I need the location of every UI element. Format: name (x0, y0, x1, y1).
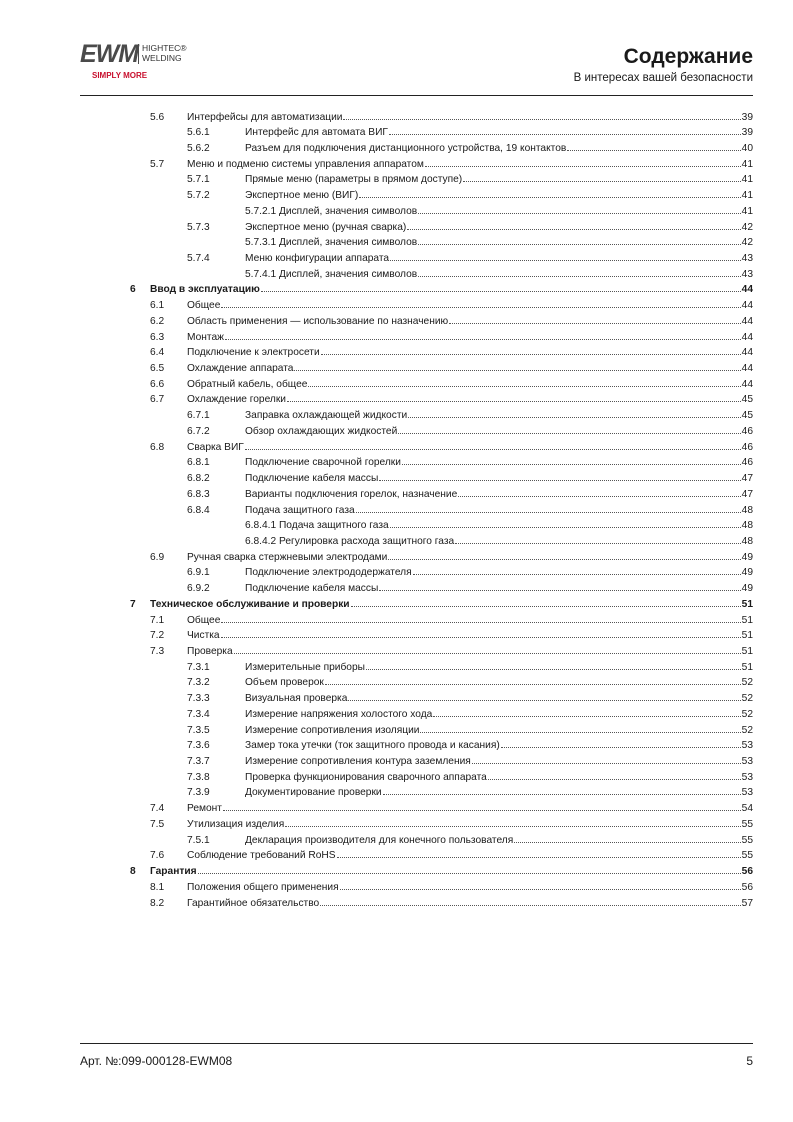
footer-divider (80, 1043, 753, 1044)
toc-entry[interactable] (0, 298, 793, 314)
toc-entry-leader (407, 228, 740, 230)
toc-entry-leader (325, 683, 741, 685)
toc-entry[interactable] (0, 314, 793, 330)
toc-entry-page: 52 (741, 724, 753, 736)
toc-entry-leader (343, 118, 740, 120)
toc-entry[interactable] (0, 754, 793, 770)
toc-entry[interactable] (0, 110, 793, 126)
toc-entry-leader (408, 416, 740, 418)
toc-entry-leader (402, 463, 741, 465)
toc-entry-title: Ремонт (187, 803, 222, 815)
toc-entry[interactable] (0, 330, 793, 346)
toc-entry-page: 55 (741, 818, 753, 830)
toc-entry-title: Охлаждение горелки (187, 394, 286, 406)
toc-entry-leader (390, 526, 741, 528)
toc-entry-leader (420, 731, 740, 733)
toc-entry[interactable] (0, 518, 793, 534)
toc-entry[interactable] (0, 392, 793, 408)
toc-entry-leader (287, 400, 741, 402)
toc-entry-page: 44 (741, 284, 753, 296)
toc-entry-page: 57 (741, 897, 753, 909)
toc-entry-page: 44 (741, 331, 753, 343)
toc-entry-page: 53 (741, 787, 753, 799)
toc-entry-number: 6.9 (150, 551, 165, 563)
toc-entry-number: 6.8 (150, 441, 165, 453)
toc-entry-page: 53 (741, 756, 753, 768)
toc-entry-leader (413, 573, 741, 575)
toc-entry-number: 6.8.1 (187, 457, 210, 469)
toc-entry-number: 6.8.4 (187, 504, 210, 516)
toc-entry-leader (418, 212, 740, 214)
toc-entry-leader (245, 448, 741, 450)
toc-entry-title: Ввод в эксплуатацию (150, 284, 260, 296)
brand-line2: WELDING (142, 53, 182, 63)
toc-entry-title: Положения общего применения (187, 881, 339, 893)
toc-entry-title: Декларация производителя для конечного пользователя (245, 834, 514, 846)
toc-entry-number: 7.1 (150, 614, 165, 626)
toc-entry-leader (225, 338, 741, 340)
toc-entry-page: 49 (741, 551, 753, 563)
toc-entry-title: Меню конфигурации аппарата (245, 252, 390, 264)
toc-entry-title: 5.7.2.1 Дисплей, значения символов (245, 205, 418, 217)
toc-entry-number: 6.1 (150, 300, 165, 312)
toc-entry-number: 6.6 (150, 378, 165, 390)
toc-entry-page: 51 (741, 614, 753, 626)
toc-entry-number: 7.4 (150, 803, 165, 815)
toc-entry-title: Заправка охлаждающей жидкости (245, 410, 408, 422)
toc-entry[interactable] (0, 125, 793, 141)
toc-entry-number: 6.9.2 (187, 583, 210, 595)
toc-entry-leader (234, 652, 741, 654)
toc-entry-leader (379, 589, 740, 591)
toc-entry-number: 6.7.2 (187, 425, 210, 437)
toc-entry-number: 5.7.1 (187, 174, 210, 186)
toc-entry[interactable] (0, 251, 793, 267)
toc-entry-page: 52 (741, 677, 753, 689)
toc-entry[interactable] (0, 204, 793, 220)
toc-entry-title: 6.8.4.2 Регулировка расхода защитного газа (245, 535, 455, 547)
toc-entry-number: 7.3.3 (187, 693, 210, 705)
toc-entry-page: 46 (741, 425, 753, 437)
toc-entry-number: 7.3.8 (187, 771, 210, 783)
toc-entry[interactable] (0, 675, 793, 691)
toc-entry-page: 40 (741, 142, 753, 154)
toc-entry[interactable] (0, 550, 793, 566)
toc-entry-title: Варианты подключения горелок, назначение (245, 488, 458, 500)
toc-entry[interactable] (0, 267, 793, 283)
brand-tagline: SIMPLY MORE (92, 71, 148, 80)
toc-entry-title: 6.8.4.1 Подача защитного газа (245, 520, 389, 532)
toc-entry-page: 55 (741, 834, 753, 846)
toc-entry-number: 6 (130, 284, 136, 296)
toc-entry[interactable] (0, 864, 793, 880)
toc-entry[interactable] (0, 817, 793, 833)
toc-entry-number: 7.6 (150, 850, 165, 862)
toc-entry-title: Экспертное меню (ручная сварка) (245, 221, 407, 233)
toc-entry-page: 44 (741, 300, 753, 312)
toc-entry-number: 6.2 (150, 315, 165, 327)
toc-entry-number: 7.3.4 (187, 708, 210, 720)
toc-entry-title: Подача защитного газа (245, 504, 355, 516)
toc-entry-page: 44 (741, 378, 753, 390)
toc-entry-title: Ручная сварка стержневыми электродами (187, 551, 388, 563)
toc-entry-leader (379, 479, 740, 481)
toc-entry-number: 6.8.3 (187, 488, 210, 500)
toc-entry-page: 42 (741, 237, 753, 249)
toc-entry-title: Разъем для подключения дистанционного устройства, 19 контактов (245, 142, 567, 154)
toc-entry[interactable] (0, 534, 793, 550)
toc-entry-leader (356, 511, 741, 513)
toc-entry-number: 6.5 (150, 363, 165, 375)
toc-entry-leader (337, 856, 741, 858)
toc-entry-number: 7.3.1 (187, 661, 210, 673)
toc-entry-page: 39 (741, 111, 753, 123)
toc-entry-leader (351, 605, 741, 607)
toc-entry-title: Монтаж (187, 331, 224, 343)
toc-entry-title: Документирование проверки (245, 787, 382, 799)
toc-entry[interactable] (0, 723, 793, 739)
toc-entry-page: 51 (741, 645, 753, 657)
toc-entry-page: 47 (741, 488, 753, 500)
toc-entry-leader (514, 841, 740, 843)
toc-entry-number: 5.7.3 (187, 221, 210, 233)
toc-entry-title: Прямые меню (параметры в прямом доступе) (245, 174, 463, 186)
toc-entry-title: Гарантия (150, 866, 197, 878)
brand-divider (138, 44, 139, 64)
toc-entry-page: 51 (741, 630, 753, 642)
toc-entry-leader (472, 762, 741, 764)
toc-entry-number: 8 (130, 866, 136, 878)
toc-entry-page: 52 (741, 708, 753, 720)
brand-name: EWM (80, 40, 139, 68)
toc-entry-title: Подключение кабеля массы (245, 473, 379, 485)
toc-entry[interactable] (0, 408, 793, 424)
page-title: Содержание (623, 45, 753, 68)
toc-entry-number: 5.6.2 (187, 142, 210, 154)
toc-entry-page: 44 (741, 347, 753, 359)
toc-entry-leader (198, 872, 741, 874)
toc-entry-number: 5.7 (150, 158, 165, 170)
toc-entry-number: 7.5.1 (187, 834, 210, 846)
toc-entry[interactable] (0, 487, 793, 503)
toc-entry[interactable] (0, 880, 793, 896)
toc-entry-title: Измерение сопротивления изоляции (245, 724, 420, 736)
toc-entry-leader (261, 290, 741, 292)
toc-entry-leader (398, 432, 740, 434)
toc-entry-page: 48 (741, 504, 753, 516)
toc-entry-number: 6.4 (150, 347, 165, 359)
toc-entry-number: 7.3.7 (187, 756, 210, 768)
toc-entry-title: Проверка функционирования сварочного аппарата (245, 771, 487, 783)
toc-entry-title: Соблюдение требований RoHS (187, 850, 336, 862)
toc-entry[interactable] (0, 644, 793, 660)
toc-entry-leader (366, 668, 741, 670)
toc-entry-leader (340, 888, 741, 890)
toc-entry[interactable] (0, 440, 793, 456)
toc-entry[interactable] (0, 613, 793, 629)
toc-entry-title: Интерфейсы для автоматизации (187, 111, 343, 123)
toc-entry[interactable] (0, 377, 793, 393)
toc-entry-page: 52 (741, 693, 753, 705)
toc-entry-title: Меню и подменю системы управления аппаратом (187, 158, 424, 170)
toc-entry-number: 7.3.2 (187, 677, 210, 689)
toc-entry-number: 6.7 (150, 394, 165, 406)
toc-entry[interactable] (0, 235, 793, 251)
toc-entry-number: 7.3 (150, 645, 165, 657)
toc-entry-title: Общее (187, 300, 221, 312)
toc-entry-page: 44 (741, 363, 753, 375)
toc-entry-title: Сварка ВИГ (187, 441, 244, 453)
toc-entry-leader (308, 385, 740, 387)
toc-entry-leader (433, 715, 740, 717)
toc-entry[interactable] (0, 282, 793, 298)
page-subtitle: В интересах вашей безопасности (573, 72, 753, 84)
toc-entry-leader (321, 353, 741, 355)
toc-entry-page: 53 (741, 771, 753, 783)
toc-entry-title: Экспертное меню (ВИГ) (245, 190, 359, 202)
toc-entry-page: 49 (741, 583, 753, 595)
toc-entry-page: 44 (741, 315, 753, 327)
toc-entry-title: Обзор охлаждающих жидкостей (245, 425, 398, 437)
toc-entry[interactable] (0, 455, 793, 471)
toc-entry-page: 56 (741, 866, 753, 878)
toc-entry-page: 41 (741, 174, 753, 186)
toc-entry-number: 6.7.1 (187, 410, 210, 422)
toc-entry-page: 48 (741, 520, 753, 532)
toc-entry-number: 7.3.9 (187, 787, 210, 799)
toc-entry-page: 42 (741, 221, 753, 233)
toc-entry-leader (383, 793, 741, 795)
toc-entry-title: Подключение сварочной горелки (245, 457, 401, 469)
toc-entry-page: 41 (741, 158, 753, 170)
toc-entry[interactable] (0, 738, 793, 754)
toc-entry-number: 6.3 (150, 331, 165, 343)
toc-entry[interactable] (0, 157, 793, 173)
toc-entry-page: 47 (741, 473, 753, 485)
toc-entry-title: Объем проверок (245, 677, 324, 689)
toc-entry-leader (320, 904, 740, 906)
toc-entry-title: Подключение к электросети (187, 347, 320, 359)
toc-entry-number: 5.6 (150, 111, 165, 123)
toc-entry-leader (389, 133, 741, 135)
toc-entry[interactable] (0, 188, 793, 204)
toc-entry-page: 51 (741, 598, 753, 610)
toc-entry-leader (501, 746, 741, 748)
toc-entry-leader (359, 196, 740, 198)
toc-entry-page: 43 (741, 252, 753, 264)
toc-entry-leader (221, 306, 740, 308)
toc-entry[interactable] (0, 503, 793, 519)
toc-entry-leader (463, 180, 740, 182)
toc-entry-page: 46 (741, 441, 753, 453)
toc-entry-page: 43 (741, 268, 753, 280)
toc-entry[interactable] (0, 565, 793, 581)
header-divider (80, 95, 753, 96)
toc-entry[interactable] (0, 801, 793, 817)
toc-entry-page: 45 (741, 410, 753, 422)
toc-entry-number: 5.7.2 (187, 190, 210, 202)
toc-entry-page: 46 (741, 457, 753, 469)
toc-entry[interactable] (0, 660, 793, 676)
toc-entry-number: 8.2 (150, 897, 165, 909)
toc-entry-title: Подключение электрододержателя (245, 567, 412, 579)
toc-entry-title: Интерфейс для автомата ВИГ (245, 127, 388, 139)
toc-entry[interactable] (0, 424, 793, 440)
toc-entry-page: 51 (741, 661, 753, 673)
toc-entry-leader (285, 825, 740, 827)
toc-entry-leader (294, 369, 740, 371)
toc-entry-leader (455, 542, 740, 544)
toc-entry-leader (567, 149, 740, 151)
toc-entry-number: 7 (130, 598, 136, 610)
toc-entry-page: 41 (741, 190, 753, 202)
toc-entry-title: Замер тока утечки (ток защитного провода и касания) (245, 740, 500, 752)
toc-entry-page: 56 (741, 881, 753, 893)
toc-entry-title: Утилизация изделия (187, 818, 285, 830)
toc-entry-title: Техническое обслуживание и проверки (150, 598, 350, 610)
toc-entry-number: 7.5 (150, 818, 165, 830)
toc-entry-title: 5.7.3.1 Дисплей, значения символов (245, 237, 418, 249)
toc-entry-page: 53 (741, 740, 753, 752)
toc-entry-title: Общее (187, 614, 221, 626)
toc-entry-number: 7.2 (150, 630, 165, 642)
toc-entry[interactable] (0, 581, 793, 597)
toc-entry[interactable] (0, 770, 793, 786)
toc-entry-leader (388, 558, 740, 560)
toc-entry-number: 5.7.4 (187, 252, 210, 264)
page-number: 5 (746, 1054, 753, 1068)
toc-entry-page: 39 (741, 127, 753, 139)
toc-entry[interactable] (0, 628, 793, 644)
toc-entry-title: Охлаждение аппарата (187, 363, 294, 375)
toc-entry-leader (418, 243, 740, 245)
toc-entry[interactable] (0, 785, 793, 801)
toc-entry-page: 48 (741, 535, 753, 547)
toc-entry-leader (390, 259, 741, 261)
brand-line1: HIGHTEC® (142, 43, 187, 53)
toc-entry-number: 7.3.5 (187, 724, 210, 736)
toc-entry-leader (348, 699, 740, 701)
toc-entry[interactable] (0, 345, 793, 361)
toc-entry-title: Проверка (187, 645, 233, 657)
toc-entry-number: 5.6.1 (187, 127, 210, 139)
toc-entry-leader (458, 495, 740, 497)
article-number: Арт. №:099-000128-EWM08 (80, 1054, 233, 1068)
toc-entry[interactable] (0, 848, 793, 864)
toc-entry-title: Чистка (187, 630, 220, 642)
toc-entry-title: Измерение сопротивления контура заземления (245, 756, 471, 768)
brand-logo (80, 40, 200, 84)
toc-entry-title: Подключение кабеля массы (245, 583, 379, 595)
toc-entry[interactable] (0, 597, 793, 613)
toc-entry[interactable] (0, 141, 793, 157)
toc-entry-page: 54 (741, 803, 753, 815)
toc-entry-leader (221, 636, 741, 638)
toc-entry[interactable] (0, 220, 793, 236)
toc-entry[interactable] (0, 707, 793, 723)
toc-entry[interactable] (0, 833, 793, 849)
toc-entry-number: 6.8.2 (187, 473, 210, 485)
toc-entry-page: 49 (741, 567, 753, 579)
toc-entry-leader (223, 809, 741, 811)
toc-entry-title: Измерение напряжения холостого хода (245, 708, 433, 720)
toc-entry-page: 55 (741, 850, 753, 862)
toc-entry-leader (425, 165, 741, 167)
toc-entry-title: Визуальная проверка (245, 693, 348, 705)
toc-entry[interactable] (0, 172, 793, 188)
toc-entry-title: Область применения — использование по назначению (187, 315, 449, 327)
toc-entry-title: Обратный кабель, общее (187, 378, 308, 390)
toc-entry-number: 7.3.6 (187, 740, 210, 752)
toc-entry-leader (488, 778, 741, 780)
toc-entry-leader (449, 322, 740, 324)
toc-entry-title: Измерительные приборы (245, 661, 365, 673)
toc-entry-title: Гарантийное обязательство (187, 897, 320, 909)
toc-entry-number: 8.1 (150, 881, 165, 893)
toc-entry-number: 6.9.1 (187, 567, 210, 579)
toc-entry[interactable] (0, 471, 793, 487)
toc-entry[interactable] (0, 896, 793, 912)
toc-entry[interactable] (0, 361, 793, 377)
toc-entry-page: 45 (741, 394, 753, 406)
toc-entry-leader (418, 275, 740, 277)
toc-entry-page: 41 (741, 205, 753, 217)
toc-entry-title: 5.7.4.1 Дисплей, значения символов (245, 268, 418, 280)
toc-entry[interactable] (0, 691, 793, 707)
toc-entry-leader (221, 621, 740, 623)
